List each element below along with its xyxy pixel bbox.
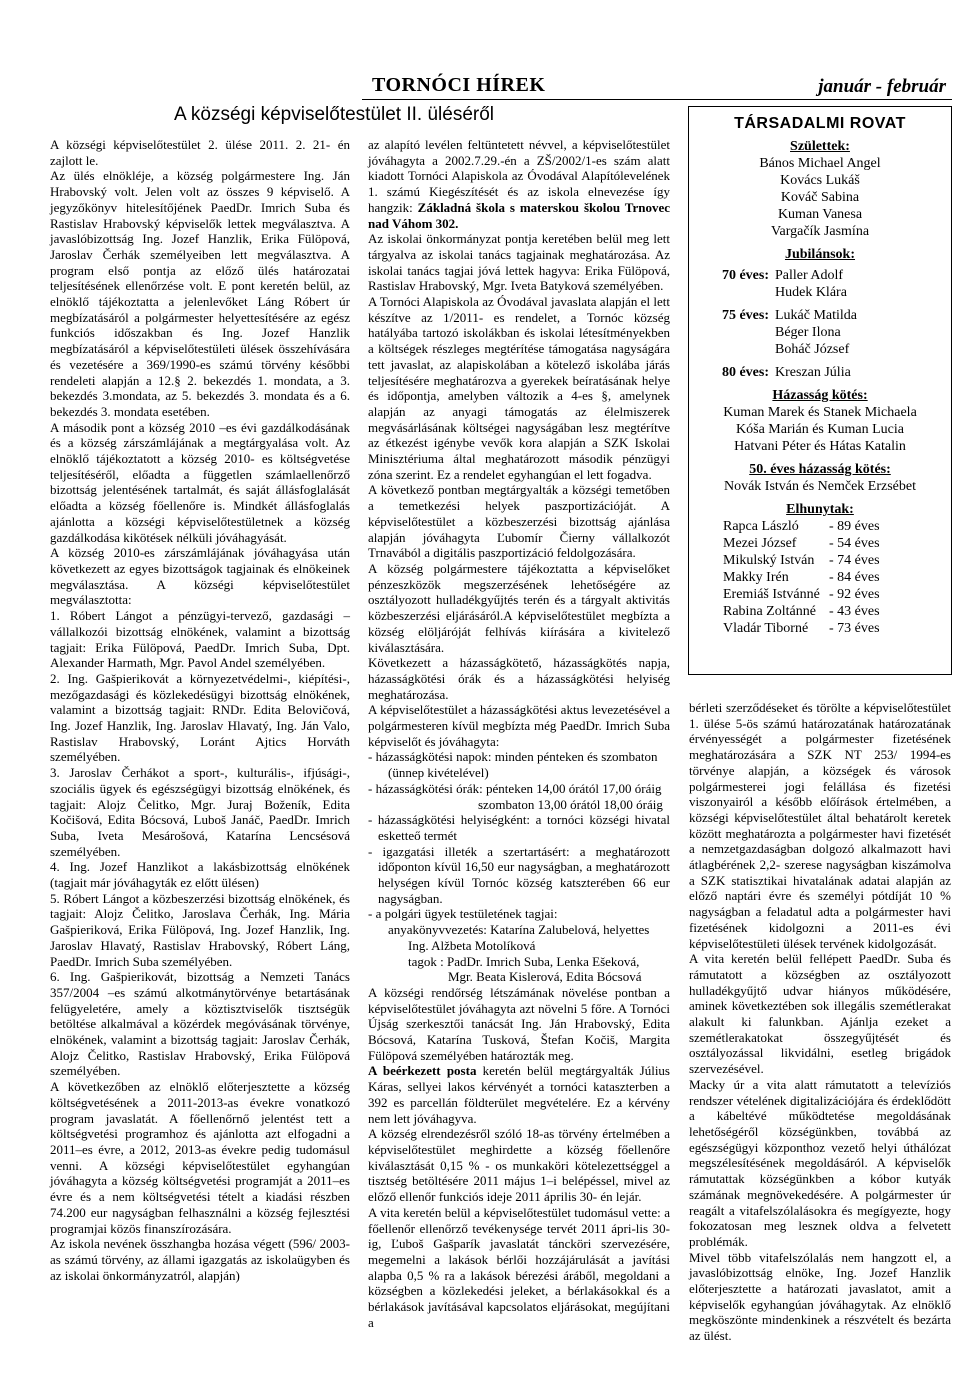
list-item: - házasságkötési helyiségként: a tornóci községi hivatal esketteő termét [368,812,670,843]
death-row [723,518,951,535]
death-age: - 89 éves [829,519,880,534]
death-name: Rabina Zoltánné [723,604,816,619]
paragraph: Macky úr a vita alatt rámutatott a televíziós rendszer vételének digitalizációjára és érdeklődött a kábeltévé működtetése megoldásának lehetőségéről községünkben, továbbá az egészségügyi központhoz vezető helyi úthálózat megszélesítésének megoldásáról. A képviselők rámutattak községünkben a kóbor kutyák számának megnövekedésére. A polgármester úr reagált a vitafelszólalásokra és megígyezte, hogy fokozatosan meg lesznek oldva a felvetett problémák. [689,1076,951,1249]
death-row [723,603,951,620]
paragraph: 2. Ing. Gašpierikovát a környezetvédelmi-, kiépítési-, mezőgazdasági és közlekedésügyi bizottság elnökének, valamint a bizottság tagjait: RNDr. Edita Belovičová, Ing. Jozef Hanzlik, Ing. Jaroslav Hlavatý, Ing. Ján Valo, Rastislav Hrabovský, Loránt Ajtics Horváth személyében. [50,670,350,765]
list-item: Bános Michael Angel [759,156,881,171]
death-age: - 84 éves [829,570,880,585]
list-item: Hatvani Péter és Hátas Katalin [734,439,906,454]
paragraph: Az iskolai önkormányzat pontja keretében belül meg lett tárgyalva az iskolai tanács tagjainak meghatározása. Az iskolai tanács tagjai jóvá lettek hagyva: Erika Fülöpová, Rastislav Hrabovský, Mgr. Iveta Batyková személyében. [368,231,670,294]
list-item: Kuman Marek és Stanek Michaela [723,405,917,420]
paragraph: 4. Ing. Jozef Hanzlikot a lakásbizottság elnökének (tagjait már jóváhagyták ez előtt ülésen) [50,859,350,891]
paragraph: A vita keretén belül fellépett PaedDr. Suba és rámutatott a községben az osztályozott hulladékgyűjtő udvar hiányos működésére, aminek következtében sok illegális szemétlerakat alakult ki falunkban. Ajánlja ezeket a szemétlerakatokat összegyűjtését és osztályozással likvidálni, esetleg brigádok szervezésével. [689,951,951,1077]
list-item: Kuman Vanesa [777,207,863,222]
death-row [723,569,951,586]
paragraph: A következőben az elnöklő előterjesztette a község költségvetésének a 2011-2013-as évekre vonatkozó program javaslatát. A főellenőrnő jelentést tett a költségvetési programhoz és ajánlotta azt elfogadni a 2011–es évre, a 2012, 2013-as évekre pedig tudomásul venni. A községi képviselőtestület egyhangúan jóváhagyta a község költségvetési programját a 2011–es évre és a nem költségvetési tételt a kiadási részben 74.200 eur nagyságban felhasználni a község fejlesztési programjai közös finanszírozására. [50,1079,350,1236]
masthead [0,74,960,102]
article-title: A községi képviselőtestület II. üléséről [174,104,495,125]
paragraph: A vita keretén belül a képviselőtestület tudomásul vette: a főellenőr ellenőrző tevékenysége tervét 2011 ápri-lis 30-ig, Ľuboš Gašparík javaslatát táncköri szervezésére, megemelni a lakások bérlői hozzájárulását a javítási alapba 0,5 % ra a lakások bérezési áráből, megoldani a községben a közlekedési jeleket, a bérlakásokkal és a bérlakások javításával kapcsolatos eljárásokat, megújítani a [368,1204,670,1330]
paragraph: A község polgármestere tájékoztatta a képviselőket pénzeszközök megszerzésének lehetőségére az osztályozott hulladékgyűjtés terén és a tárgyalt aktivitás közbeszerzési eljárásáról.A képviselőtestület megbízta a község elöljáróját felhívás kiírására a kivitelező kiválasztására. [368,560,670,655]
list-item: Béger Ilona [775,325,841,340]
school-name: Základná škola s materskou školou Trnovec nad Váhom 302. [368,199,670,231]
list-item-continuation: anyakönyvvezetés: Katarína Zalubelová, helyettes [388,922,650,938]
death-age: - 92 éves [829,587,880,602]
social-column-box [688,106,952,675]
born-list [689,155,951,240]
paragraph: 1. Róbert Lángot a pénzügyi-tervező, gazdasági – vállalkozói bizottság elnökének, valamint a bizottság tagjait: Erika Fülöpová, PaedDr. Imrich Suba, Dpt. Alexander Harmath, Mgr. Pavol Andel személyében. [50,608,350,671]
bold-lead: A beérkezett posta [368,1063,477,1079]
list-item: Lukáč Matilda [775,308,858,323]
paragraph-text: keretén belül megtárgyalták Július Káras, sellyei lakos kérvényét a tornóci kataszterben a 392 es parcellán földterület megvételére. Ez a kérvény nem lett jóváhagyva. [368,1063,670,1126]
paragraph: Következett a házasságkötető, házasságkötés napja, házasságkötési órák és a házasságkötési helyiség meghatározása. [368,655,670,702]
list-item: Kreszan Júlia [775,365,851,380]
marriage-list [689,404,951,455]
list-item: Kóša Marián és Kuman Lucia [736,422,904,437]
paragraph-text: az alapító levélen feltüntetett névvel, a képviselőtestület jóváhagyta a 2002.7.29.-én a ZŠ/2002/1-es szám alatt kiadott Tornóci Alapiskola az Óvodával Alapítólevelének 1. számú Kiegészítését és az iskola elnevezése így hangzik: [368,137,670,215]
list-item: Hudek Klára [775,285,847,300]
jubilee-names [775,307,951,358]
paragraph: 6. Ing. Gašpierikovát, bizottság a Nemzeti Tanács 357/2004 –es számú alkotmánytörvénye betartásának felügyeletére, amely a köztisztviselők tisztségük betöltése alkalmával a közérdek megóvásának törvénye, elnökének, valamint a bizottság tagjait: Jaroslav Čerhák, Alojz Čelitko, Rastislav Hrabovský, Erika Fülöpová személyében. [50,969,350,1079]
death-row [723,535,951,552]
death-name: Mezei József [723,536,797,551]
list-item-continuation: Ing. Alžbeta Motolíková [408,937,536,953]
jubilee-heading: Jubilánsok: [784,247,856,262]
death-age: - 74 éves [829,553,880,568]
paragraph: 3. Jaroslav Čerhákot a sport-, kulturális-, ifjúsági-, szociális ügyek és egészségügyi bizottság elnökének, és tagjait: Alojz Čelitko, Mgr. Juraj Boženík, Edita Kočišová, Edita Bócsová, Luboš Janáč, PaedDr. Imrich Suba, Iveta Mesárošová, Katarína Lencsésová személyében. [50,765,350,859]
list-item: Kováč Sabina [780,190,860,205]
list-item: - igazgatási illeték a szertartásért: a meghatározott időponton kívül 16,50 eur nagyságban, a meghatározott helységen kívül Tornóc község katszterében 66 eur nagyságban. [368,843,670,906]
paragraph [368,1063,670,1126]
list-item: Kovács Lukáš [780,173,860,188]
paragraph: 5. Róbert Lángot a közbeszerzési bizottság elnökének, és tagjait: Alojz Čelitko, Jaroslava Čerhák, Ing. Mária Gašpieriková, Erika Fülöpová, Ing. Jozef Hanzlik, Ing. Jaroslav Hlavatý, Rastislav Hrabovský, Róbert Láng, PaedDr. Imrich Suba személyében. [50,890,350,969]
jubilee-age: 75 éves: [721,308,769,323]
death-name: Makky Irén [723,570,789,585]
list-item-continuation: (ünnep kivételével) [388,765,489,781]
sidebar-title: TÁRSADALMI ROVAT [734,115,906,132]
list-item: - a polgári ügyek testületének tagjai: [368,906,558,922]
jubilee-names [775,364,951,381]
paragraph: A község elrendezésről szóló 18-as törvény értelmében a képviselőtestület meghirdette a község főellenőre kiválasztását 0,15 % - os munkaköri kötelezettséggel a tisztség betöltésére 2011 május 1–i belépéssel, mivel az előző ellenőr funkciós ideje 2011 április 30- én lejár. [368,1126,670,1205]
paragraph: A község 2010-es zárszámlájának jóváhagyása után következett az egyes bizottságok tagjainak és elnökeinek megválasztása. A községi képviselőtestület megválasztotta: [50,545,350,608]
newspaper-title: TORNÓCI HÍREK [372,74,546,96]
paragraph: A második pont a község 2010 –es évi gazdálkodásának és a község zárszámlájának a megtárgyalása volt. Az elnöklő tájékoztatott a község 2010- es költségvetése teljesítéséről, előadta a független számlaellenőrző bizottság jelentésének tartalmát, és saját állásfoglalását előadta a község főellenőre is. Mindkét állásfoglalás ajánlotta a községi képviselőtestületnek a község gazdálkodása kikötések nélküli jóváhagyását. [50,419,350,545]
anniversary-couple: Novák István és Nemček Erzsébet [723,479,917,494]
list-item-continuation: szombaton 13,00 órától 18,00 óráig [478,796,663,812]
death-age: - 73 éves [829,621,880,636]
jubilee-group [689,307,951,358]
death-name: Mikulský István [723,553,815,568]
jubilee-group [689,267,951,301]
paragraph [368,137,670,231]
paragraph: Mivel több vitafelszólalás nem hangzott el, a javaslóbizottság elnöke, Ing. Jozef Hanzlik előterjesztette a határozati javaslatot, amit a képviselők egyhangúan jóváhagytak. Az elnöklő megköszönte mindenkinek a részvételt és bezárta az ülést. [689,1249,951,1344]
list-item: - házasságkötési órák: pénteken 14,00 órától 17,00 óráig [368,780,662,796]
list-item-continuation: tagok : PadDr. Imrich Suba, Lenka Ešeková, [408,953,640,969]
death-name: Vladár Tiborné [723,621,809,636]
list-item: Vargačík Jasmína [770,224,870,239]
paragraph: Az iskola nevének összhangba hozása végett (596/ 2003-as számú törvény, az állami igazgatás az iskolaügyben és az iskolai önkormányzatról, alapján) [50,1236,350,1283]
column-left [50,137,350,1283]
jubilee-age: 80 éves: [721,365,769,380]
list-item: - házasságkötési napok: minden pénteken és szombaton [368,749,658,765]
issue-date: január - február [818,76,946,97]
paragraph: A Tornóci Alapiskola az Óvodával javaslata alapján el lett készítve az 1/2011- es rendelet, a Tornóc község hatályába tartozó iskolákban és iskolai létesítményekben a költségek részleges megtérítése támogatása nagyságára tett javaslat, az alapiskolában a kötelező iskolába járás teljesítésére meghatározva a gyerekek beíratásának helye és időpontja, amelyben változik a 4-es §, amelynek alapján az anyagi támogatás az élelmiszerek megvásárlásának költségei nagyságában lesz megtérítve az étkezést igénybe vevők kora alapján a SZK Iskolai Minisztériuma által meghatározott második pénzügyi zóna szerint. Ez a rendelet egyhangúan el lett fogadva. [368,294,670,482]
column-right [689,700,951,1344]
death-age: - 43 éves [829,604,880,619]
death-row [723,552,951,569]
jubilee-group [689,364,951,381]
jubilee-names [775,267,951,301]
death-row [723,620,951,637]
paragraph: A képviselőtestület a házasságkötési aktus levezetésével a polgármesteren kívül megbízta még PaedDr. Imrich Suba képviselőt és jóváhagyta: [368,702,670,749]
list-item: Paller Adolf [775,268,844,283]
masthead-rule [362,99,952,100]
paragraph: bérleti szerződéseket és törölte a képviselőtestület 1. ülése 5-ös számú határozatának határozatának érvényességét a polgármester fizetésének meghatározására a SZK NT 253/ 1994-es törvénye alapján, a községek és városok polgármesterei jogi felállása és fizetési viszonyairól a később előírások értelmében, a községi képviselőtestület által behatárolt keretek között meghatározta a polgármester havi fizetését a nemzetgazdaságban dolgozó alkalmazott havi átlagbérének 2,2- szerese nagyságban kiszámolva a SZK statisztikai hivatalának adatai alapján az előző naptári évre és személyi pótdíját 10 % nagyságban a feladatul adta a polgármester havi fizetésének kidolgozni a 2011-es évi képviselőtestületi ülések tervének kidolgozását. [689,700,951,951]
paragraph: Az ülés elnökléje, a község polgármestere Ing. Ján Hrabovský volt. Jelen volt az összes 9 képviselő. A jegyzőkönyv hitelesítőjének PaedDr. Imrich Suba és Rastislav Hrabovský képviselők lettek megválasztva. A javaslóbizottság Ing. Jozef Hanzlik, Erika Fülöpová, Jaroslav Čerhák személyeiben lett megválasztva. A program első pontja az előző ülés határozatai teljesítésének ellenőrzése volt. E pont keretén belül, az elnöklő tájékoztatta a jelenlevőket Láng Róbert úr megbízatásáról a polgármester helyettesítésére az egész funkciós időszakban és Ing. Jozef Hanzlik megbízatásáról a képviselőtestületi ülések összehívására és vezetésére a 369/1990-es számú törvény későbbi rendeleti alapján a 12.§ 2. bekezdés 1. mondata, a 3. bekezdés 3.mondata, az 5. bekezdés 3. mondata és a 6. bekezdés 3. mondata esetében. [50,168,350,419]
paragraph: A következő pontban megtárgyalták a községi temetőben a temetkezési helyek paszportizációját. A képviselőtestület a közbeszerzési bizottság ajánlása alapján jóváhagyta Ľubomír Čierny vállalkozót Trnavából a digitális paszportizáció feldolgozására. [368,482,670,561]
death-name: Eremiáš Istvánné [723,587,820,602]
death-age: - 54 éves [829,536,880,551]
paragraph: A községi rendőrség létszámának növelése pontban a képviselőtestület jóváhagyta azt növelni 5 főre. A Tornóci Újság szerkesztői tanácsát Ing. Ján Hrabovský, Edita Bócsová, Katarína Tusková, Štefan Kočiš, Margita Fülöpová személyében határozták meg. [368,984,670,1063]
column-middle [368,137,670,1330]
list-item-continuation: Mgr. Beata Kislerová, Edita Bócsová [448,969,642,985]
anniversary-heading: 50. éves házasság kötés: [749,462,891,477]
list-item: Boháč József [775,342,850,357]
marriage-heading: Házasság kötés: [772,388,868,403]
death-heading: Elhunytak: [786,502,854,517]
death-row [723,586,951,603]
jubilee-age: 70 éves: [721,268,769,283]
death-list [723,518,951,637]
death-name: Rapca László [723,519,799,534]
paragraph: A községi képviselőtestület 2. ülése 2011. 2. 21- én zajlott le. [50,137,350,168]
born-heading: Születtek: [790,139,850,154]
